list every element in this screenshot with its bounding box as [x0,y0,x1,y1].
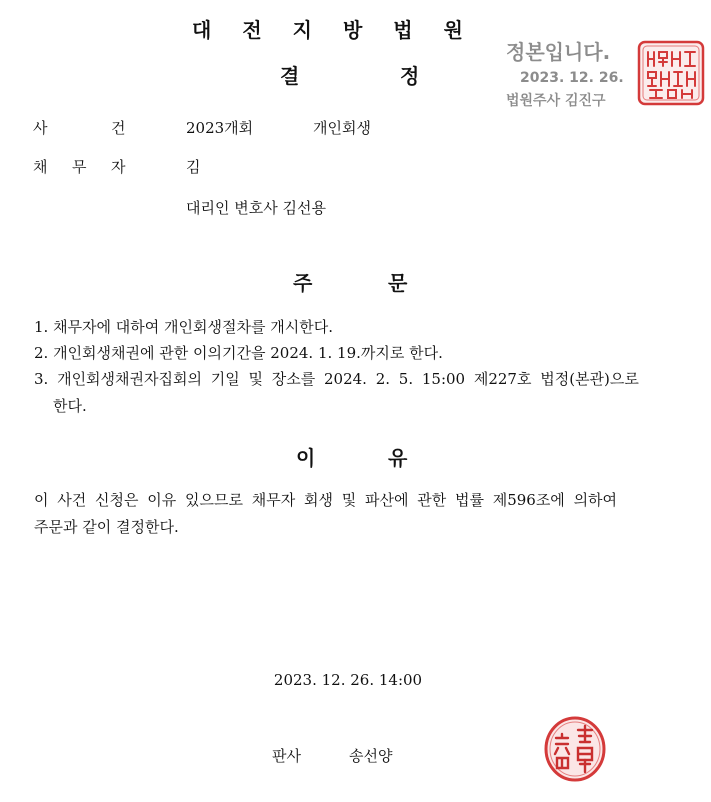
judge-name: 송선양 [349,747,393,765]
reason-title-second-char: 유 [388,446,408,470]
court-seal-icon [637,40,705,106]
certification-clerk: 법원주사 김진구 [506,93,606,109]
judge-title: 판사 [272,747,301,765]
order-item: 1. 채무자에 대하여 개인회생절차를 개시한다. [34,318,333,336]
court-name: 대전지방법원 [192,18,494,42]
doc-type-first-char: 결 [280,64,300,88]
decision-datetime: 2023. 12. 26. 14:00 [273,671,423,689]
judge-seal-icon [544,716,606,782]
reason-text-line: 주문과 같이 결정한다. [34,518,179,536]
case-label: 사 건 [33,119,126,137]
order-item: 2. 개인회생채권에 관한 이의기간을 2024. 1. 19.까지로 한다. [34,344,443,362]
certified-copy-stamp: 정본입니다. [506,40,611,64]
order-title-first-char: 주 [293,271,313,295]
doc-type-second-char: 정 [400,64,420,88]
order-item-continuation: 한다. [53,397,87,415]
reason-title-first-char: 이 [296,446,316,470]
reason-text-line: 이 사건 신청은 이유 있으므로 채무자 회생 및 파산에 관한 법률 제596조에 의하여 [34,491,618,509]
case-type: 개인회생 [313,119,371,137]
order-title-second-char: 문 [388,271,408,295]
debtor-agent: 대리인 변호사 김선용 [186,199,326,217]
debtor-name: 김 [186,158,201,176]
debtor-label: 채 무 자 [33,158,126,176]
order-item: 3. 개인회생채권자집회의 기일 및 장소를 2024. 2. 5. 15:00 제227호 법정(본관)으로 [34,370,639,388]
case-number: 2023개회 [186,119,254,137]
certification-date: 2023. 12. 26. [520,70,624,86]
